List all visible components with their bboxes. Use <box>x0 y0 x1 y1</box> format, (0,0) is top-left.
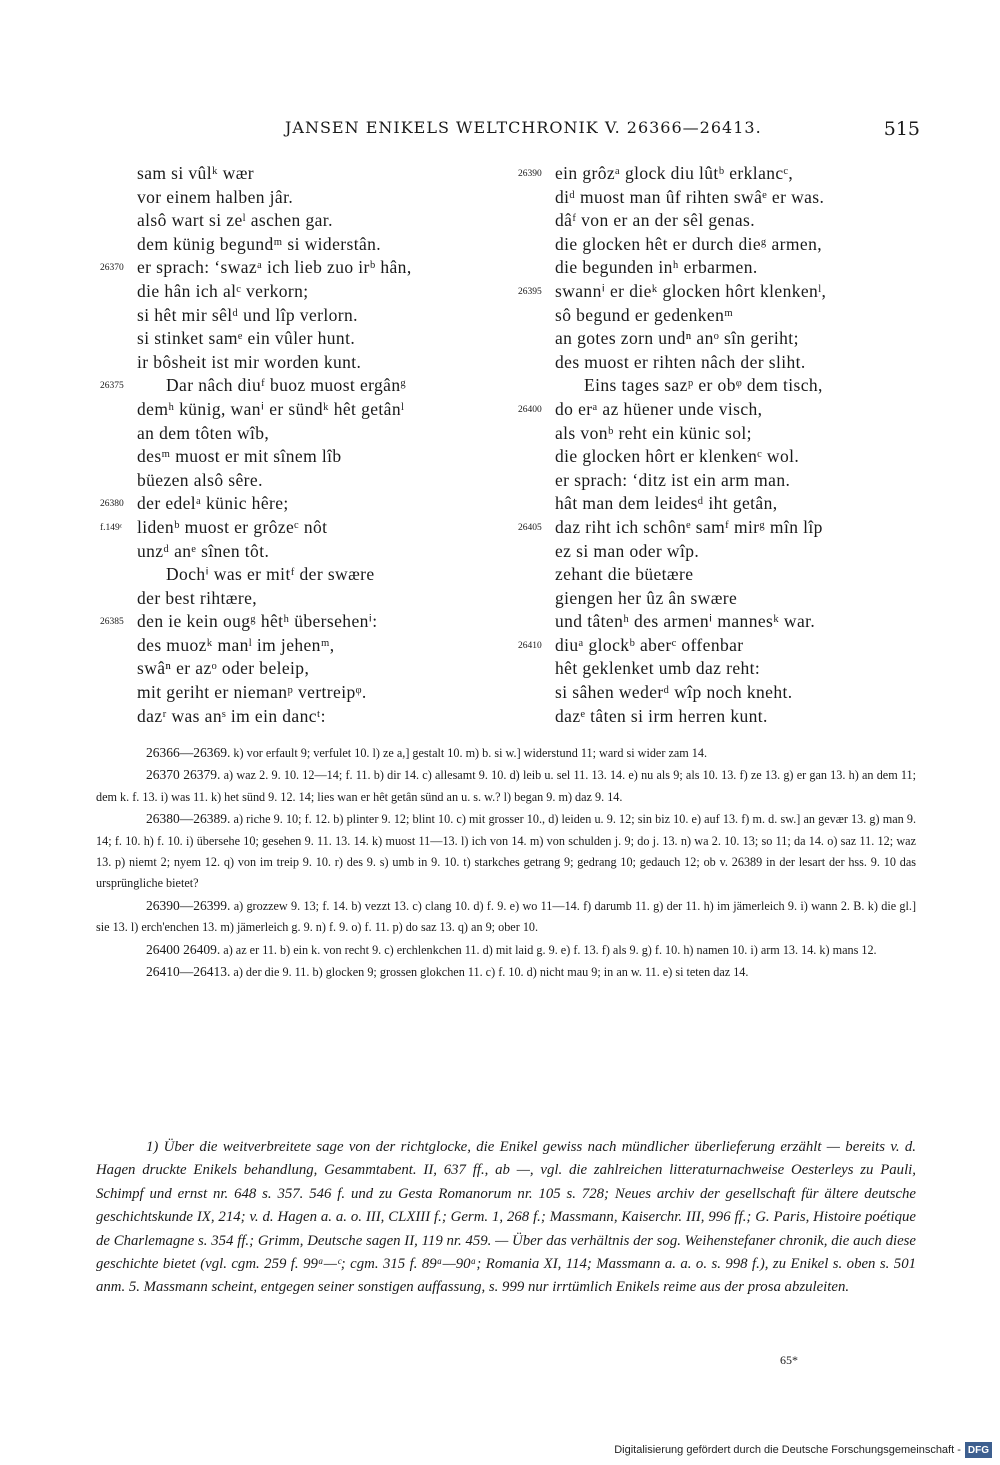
verse-line <box>518 162 918 186</box>
verse-line <box>100 374 520 398</box>
page-number: 515 <box>883 118 920 140</box>
verse-text: dem künig begundᵐ si widerstân. <box>137 233 382 254</box>
verse-text: ein grôzᵃ glock diu lûtᵇ erklancᶜ, <box>555 163 794 183</box>
verse-line <box>518 186 918 210</box>
verse-number: f.149ᶜ <box>100 522 123 533</box>
verse-line <box>100 304 520 328</box>
verse-line <box>518 705 918 729</box>
verse-text: an dem tôten wîb, <box>137 422 270 443</box>
verse-line <box>100 563 520 587</box>
verse-number: 26370 <box>100 263 124 274</box>
verse-text: mit geriht er niemanᵖ vertreipᵠ. <box>137 682 367 703</box>
dfg-banner[interactable] <box>614 1440 992 1460</box>
variant-range: 26410—26413. <box>146 964 231 980</box>
verse-line <box>518 657 918 681</box>
verse-text: büezen alsô sêre. <box>137 469 263 490</box>
verse-text: ir bôsheit ist mir worden kunt. <box>137 351 362 372</box>
verse-text: dazʳ was anˢ im ein dancᵗ: <box>137 705 326 726</box>
verse-line <box>518 469 918 493</box>
verse-number: 26375 <box>100 381 124 392</box>
verse-text: der best rihtære, <box>137 587 258 608</box>
verse-text: Dar nâch diuᶠ buoz muost ergânᵍ <box>166 375 407 396</box>
verse-text: ez si man oder wîp. <box>555 540 700 561</box>
verse-text: als vonᵇ reht ein künic sol; <box>555 422 752 443</box>
verse-text: die glocken hôrt er klenkenᶜ wol. <box>555 446 800 467</box>
verse-number: 26410 <box>518 640 542 651</box>
verse-text: er sprach: ‘swazᵃ ich lieb zuo irᵇ hân, <box>137 257 412 278</box>
variant-range: 26370 26379. <box>146 767 221 783</box>
dfg-logo: DFG <box>965 1442 992 1458</box>
verse-line <box>518 681 918 705</box>
verse-line <box>518 209 918 233</box>
verse-line <box>518 233 918 257</box>
verse-line <box>518 610 918 634</box>
variant-entry <box>96 808 916 895</box>
variant-range: 26380—26389. <box>146 811 231 827</box>
verse-number: 26400 <box>518 404 542 415</box>
verse-column-left <box>100 162 520 728</box>
verse-text: die hân ich alᶜ verkorn; <box>137 280 309 301</box>
verse-number: 26395 <box>518 286 542 297</box>
verse-text: unzᵈ anᵉ sînen tôt. <box>137 540 270 561</box>
variant-text: a) riche 9. 10; f. 12. b) plinter 9. 12; blint 10. c) mit grosser 10., d) leiden u. 9. 12; sin biz 10. e) auf 13. f) m. d. sw.] an gevær 13. g) man 9. 14; f. 10. h) f. 10. i) übersehe 10; gesehen 9. 11. 13. 14. k) muost 11—13. l) ich von 14. m) von schulden j. 9; do j. 13. n) wa 2. 10. 13; so 11; da 14. o) saz 11. 12; waz 13. p) niemt 2; nyem 12. q) von im treip 9. 10. r) des 9. s) umb in 9. 10. t) starkches getrang 9; gedrang 10; gedauch 12; ob v. 26389 in der lesart der hss. 9. 10 das ursprüngliche bietet? <box>96 812 916 891</box>
verse-text: der edelᵃ künic hêre; <box>137 493 289 514</box>
verse-line <box>100 469 520 493</box>
verse-text: diᵈ muost man ûf rihten swâᵉ er was. <box>555 186 825 207</box>
verse-text: alsô wart si zeˡ aschen gar. <box>137 210 333 231</box>
variant-range: 26366—26369. <box>146 745 231 760</box>
verse-text: si hêt mir sêlᵈ und lîp verlorn. <box>137 304 358 325</box>
verse-number: 26405 <box>518 522 542 533</box>
verse-line <box>100 422 520 446</box>
verse-text: vor einem halben jâr. <box>137 186 294 207</box>
verse-line <box>100 327 520 351</box>
verse-line <box>100 657 520 681</box>
verse-text: Eins tages sazᵖ er obᵠ dem tisch, <box>584 375 823 396</box>
verse-line <box>100 280 520 304</box>
verse-line <box>518 280 918 304</box>
verse-line <box>100 445 520 469</box>
verse-line <box>518 351 918 375</box>
variant-apparatus <box>96 742 916 983</box>
verse-line <box>518 634 918 658</box>
verse-line <box>518 540 918 564</box>
verse-line <box>518 422 918 446</box>
verse-line <box>100 705 520 729</box>
verse-text: lidenᵇ muost er grôzeᶜ nôt <box>137 516 328 537</box>
verse-text: er sprach: ‘ditz ist ein arm man. <box>555 469 791 490</box>
verse-text: sam si vûlᵏ wær <box>137 163 255 183</box>
verse-text: giengen her ûz ân swære <box>555 587 738 608</box>
dfg-banner-text: Digitalisierung gefördert durch die Deutsche Forschungsgemeinschaft - <box>614 1444 961 1456</box>
variant-entry <box>96 895 916 939</box>
verse-number: 26390 <box>518 169 542 179</box>
verse-line <box>100 186 520 210</box>
verse-line <box>100 540 520 564</box>
verse-line <box>100 516 520 540</box>
verse-line <box>100 256 520 280</box>
verse-line <box>100 351 520 375</box>
verse-text: hât man dem leidesᵈ iht getân, <box>555 493 778 514</box>
verse-text: und tâtenʰ des armenⁱ mannesᵏ war. <box>555 611 816 632</box>
variant-text: k) vor erfault 9; verfulet 10. l) ze a,] gestalt 10. m) b. si w.] widerstund 11; ward si wider zam 14. <box>233 746 708 760</box>
footnote: 1) Über die weitverbreitete sage von der richtglocke, die Enikel gewiss nach mündlicher überlieferung erzählt — bereits v. d. Hagen druckte Enikels behandlung, Gesammtabent. II, 637 ff., ab —, vgl. die zahlreichen litteraturnachweise Oesterleys zu Pauli, Schimpf und ernst nr. 648 s. 357. 546 f. und zu Gesta Romanorum nr. 105 s. 728; Neues archiv der gesellschaft für ältere deutsche geschichtskunde IX, 214; v. d. Hagen a. a. o. III, CLXIII f.; Germ. 1, 268 f.; Massmann, Kaiserchr. III, 996 ff.; G. Paris, Histoire poétique de Charlemagne s. 354 ff.; Grimm, Deutsche sagen II, 119 nr. 459. — Über das verhältnis der sog. Weihenstefaner chronik, die auch diese geschichte bietet (vgl. cgm. 259 f. 99ᵃ—ᶜ; cgm. 315 f. 89ᵃ—90ᵃ; Romania XI, 114; Massmann a. a. o. s. 998 f.), zu Enikel s. oben s. 501 anm. 5. Massmann scheint, entgegen seiner sonstigen auffassung, s. 999 nur irrtümlich Enikels reime aus der prosa abzuleiten. <box>96 1139 916 1296</box>
verse-line <box>518 327 918 351</box>
verse-text: si stinket samᵉ ein vûler hunt. <box>137 328 356 349</box>
verse-line <box>100 162 520 186</box>
variant-text: a) der die 9. 11. b) glocken 9; grossen glokchen 11. c) f. 10. d) nicht mau 9; in an w. 11. e) si teten daz 14. <box>233 965 749 980</box>
verse-number: 26380 <box>100 499 124 510</box>
verse-text: sô begund er gedenkenᵐ <box>555 304 734 325</box>
verse-text: die glocken hêt er durch dieᵍ armen, <box>555 233 822 254</box>
verse-text: die begunden inʰ erbarmen. <box>555 257 758 278</box>
verse-text: zehant die büetære <box>555 564 694 585</box>
variant-entry <box>96 939 916 961</box>
verse-text: des muozᵏ manˡ im jehenᵐ, <box>137 634 335 655</box>
verse-text: dâᶠ von er an der sêl genas. <box>555 210 755 231</box>
verse-text: hêt geklenket umb daz reht: <box>555 658 761 679</box>
variant-range: 26390—26399. <box>146 897 231 913</box>
verse-text: do erᵃ az hüener unde visch, <box>555 398 763 419</box>
verse-text: daz riht ich schônᵉ samᶠ mirᵍ mîn lîp <box>555 516 823 537</box>
verse-text: dazᵉ tâten si irm herren kunt. <box>555 705 768 726</box>
verse-line <box>518 304 918 328</box>
variant-text: a) waz 2. 9. 10. 12—14; f. 11. b) dir 14. c) allesamt 9. 10. d) leib u. sel 11. 13. 14. e) nu als 9; als 10. 13. f) ze 13. g) er gan 13. h) an dem 11; dem k. f. 13. i) was 11. k) het sünd 9. 12. 14; lies wan er hêt getân sünd an u. s. w.? l) began 9. m) daz 9. 14. <box>96 768 917 804</box>
verse-text: swâⁿ er azᵒ oder beleip, <box>137 658 310 679</box>
verse-text: desᵐ muost er mit sînem lîb <box>137 446 342 467</box>
verse-number: 26385 <box>100 617 124 628</box>
verse-text: des muost er rihten nâch der sliht. <box>555 351 806 372</box>
variant-text: a) grozzew 9. 13; f. 14. b) vezzt 13. c) clang 10. d) f. 9. e) wo 11—14. f) darumb 11. g) der 11. h) im jämerleich 9. i) wann 2. B. k) die gl.] sie 13. l) erch'enchen 13. m) jämerleich g. 9. n) f. 9. o) f. 11. p) do saz 13. q) an 9; ober 10. <box>96 898 917 935</box>
verse-line <box>518 398 918 422</box>
running-title: JANSEN ENIKELS WELTCHRONIK V. 26366—26413. <box>285 118 762 137</box>
variant-entry <box>96 764 916 808</box>
sheet-signature: 65* <box>780 1353 798 1367</box>
verse-line <box>518 516 918 540</box>
verse-line <box>100 610 520 634</box>
verse-line <box>100 634 520 658</box>
verse-line <box>518 492 918 516</box>
verse-line <box>518 374 918 398</box>
verse-text: Dochⁱ was er mitᶠ der swære <box>166 564 375 585</box>
variant-text: a) az er 11. b) ein k. von recht 9. c) erchlenkchen 11. d) mit laid g. 9. e) f. 13. f) als 9. g) f. 10. h) namen 10. i) arm 13. 14. k) mans 12. <box>223 942 877 957</box>
verse-text: diuᵃ glockᵇ aberᶜ offenbar <box>555 634 744 655</box>
verse-line <box>100 492 520 516</box>
verse-line <box>100 398 520 422</box>
verse-line <box>100 209 520 233</box>
running-header <box>120 118 920 148</box>
verse-line <box>518 587 918 611</box>
verse-line <box>100 587 520 611</box>
variant-entry <box>96 742 916 764</box>
verse-line <box>100 681 520 705</box>
verse-text: den ie kein ougᵍ hêtʰ übersehenⁱ: <box>137 611 378 632</box>
verse-text: swannⁱ er dieᵏ glocken hôrt klenkenˡ, <box>555 280 827 301</box>
verse-column-right <box>518 162 918 728</box>
verse-line <box>100 233 520 257</box>
variant-entry <box>96 961 916 983</box>
verse-line <box>518 445 918 469</box>
verse-text: si sâhen wederᵈ wîp noch kneht. <box>555 682 793 703</box>
variant-range: 26400 26409. <box>146 941 221 957</box>
verse-text: demʰ künig, wanⁱ er sündᵏ hêt getânˡ <box>137 398 405 419</box>
verse-line <box>518 256 918 280</box>
verse-text: an gotes zorn undⁿ anᵒ sîn geriht; <box>555 328 799 349</box>
verse-line <box>518 563 918 587</box>
